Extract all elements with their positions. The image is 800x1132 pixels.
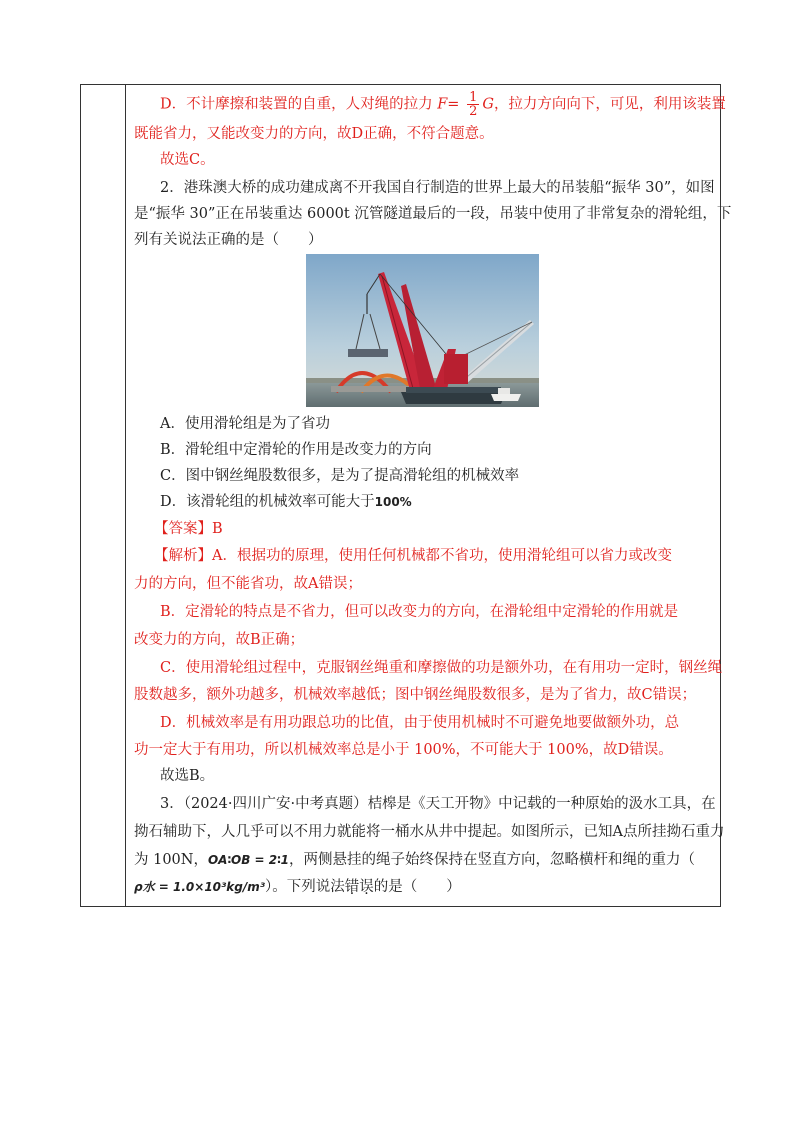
question-2-line-2: 是“振华 30”正在吊装重达 6000t 沉管隧道最后的一段，吊装中使用了非常复杂的滑轮组，下 xyxy=(134,206,732,222)
crane-ship-photo xyxy=(306,254,539,407)
q3-l4-post: 的是（ ） xyxy=(373,879,461,895)
analysis-line-4: 改变力的方向，故B正确； xyxy=(134,632,305,648)
q3-l3-pre: 为 100N， xyxy=(134,852,208,868)
emphasis-char-1: 错 xyxy=(344,879,360,895)
force-symbol: F xyxy=(437,96,448,113)
analysis-line-7: D．机械效率是有用功跟总功的比值，由于使用机械时不可避免地要做额外功，总 xyxy=(160,715,680,731)
fraction-denominator: 2 xyxy=(469,104,478,119)
gravity-symbol: G xyxy=(482,96,494,113)
question-2-line-3: 列有关说法正确的是（ ） xyxy=(134,232,323,248)
analysis-line-8: 功一定大于有用功，所以机械效率总是小于 100%，不可能大于 100%，故D错误。 xyxy=(134,742,673,758)
question-3-line-1: 3．（2024·四川广安·中考真题）桔槔是《天工开物》中记载的一种原始的汲水工具，在 xyxy=(160,796,716,812)
option-d-text: D．该滑轮组的机械效率可能大于 xyxy=(160,494,375,510)
analysis-line-1: 【解析】A．根据功的原理，使用任何机械都不省功，使用滑轮组可以省力或改变 xyxy=(154,548,672,564)
option-d-value: 100% xyxy=(374,495,412,509)
answer: 【答案】B xyxy=(154,521,223,537)
option-d-explanation-2: 既能省力，又能改变力的方向，故D正确，不符合题意。 xyxy=(134,126,494,142)
density-formula: ρ水 = 1.0×10³kg/m³ xyxy=(134,880,265,894)
choose-c: 故选C。 xyxy=(160,152,215,168)
d-pre: D．不计摩擦和装置的自重，人对绳的拉力 xyxy=(160,96,438,113)
option-a: A．使用滑轮组是为了省功 xyxy=(160,416,330,432)
option-c: C．图中钢丝绳股数很多，是为了提高滑轮组的机械效率 xyxy=(160,468,520,484)
question-2-line-1: 2．港珠澳大桥的成功建成离不开我国自行制造的世界上最大的吊装船“振华 30”，如图 xyxy=(160,180,715,196)
option-d xyxy=(160,492,412,512)
analysis-line-3: B．定滑轮的特点是不省力，但可以改变力的方向，在滑轮组中定滑轮的作用就是 xyxy=(160,604,679,620)
choose-b: 故选B。 xyxy=(160,768,215,784)
emphasis-char-2: 误 xyxy=(359,879,374,895)
question-3-line-4 xyxy=(134,877,461,897)
question-3-line-3 xyxy=(134,850,695,870)
ratio-formula: OA∶OB = 2∶1 xyxy=(207,853,289,867)
analysis-line-5: C．使用滑轮组过程中，克服钢丝绳重和摩擦做的功是额外功，在有用功一定时，钢丝绳 xyxy=(160,660,723,676)
analysis-line-2: 力的方向，但不能省功，故A错误； xyxy=(134,576,362,592)
analysis-line-6: 股数越多，额外功越多，机械效率越低；图中钢丝绳股数很多，是为了省力，故C错误； xyxy=(134,687,697,703)
q3-l4-pre: ）。下列说法 xyxy=(264,879,345,895)
d-post: ，拉力方向向下，可见，利用该装置 xyxy=(493,96,726,113)
fraction-numerator: 1 xyxy=(469,90,478,105)
q3-l3-post: ，两侧悬挂的绳子始终保持在竖直方向，忽略横杆和绳的重力（ xyxy=(288,852,695,868)
option-d-explanation xyxy=(160,91,726,118)
fraction-half xyxy=(467,91,479,118)
option-b: B．滑轮组中定滑轮的作用是改变力的方向 xyxy=(160,442,432,458)
equals: = xyxy=(447,96,465,113)
question-3-line-2: 拗石辅助下，人几乎可以不用力就能将一桶水从井中提起。如图所示，已知A点所挂拗石重力 xyxy=(134,824,725,840)
column-divider xyxy=(125,85,126,906)
